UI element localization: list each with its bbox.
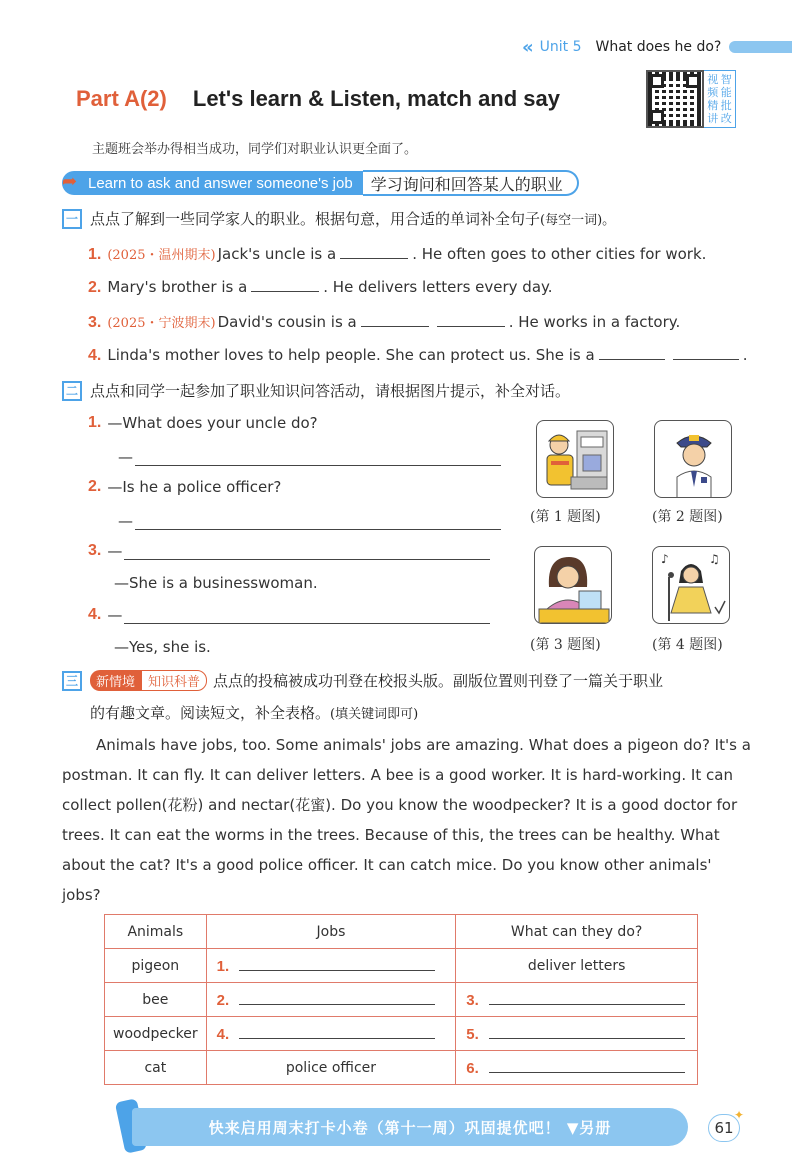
section1-note: (每空一词)。	[540, 213, 616, 228]
section1-heading	[62, 208, 615, 229]
reading-passage	[62, 730, 751, 910]
answer-blank[interactable]	[251, 278, 319, 292]
question-4: 4. Linda's mother loves to help people. She can protect us. She is a .	[88, 346, 748, 364]
passage-line: about the cat? It's a good police officer. It can catch mice. Do you know other animals'	[62, 856, 712, 874]
section2-heading	[62, 380, 570, 401]
answer-line[interactable]	[489, 1059, 685, 1073]
caption-4: (第 4 题图)	[652, 637, 723, 653]
part-title	[76, 86, 560, 112]
intro-text: 主题班会举办得相当成功，同学们对职业认识更全面了。	[92, 142, 418, 157]
answer-line[interactable]	[135, 450, 501, 466]
footer-banner	[132, 1108, 688, 1146]
qr-side-label: 视 智 频 能 精 批 讲 改	[704, 70, 736, 128]
dialog-3-answer: —She is a businesswoman.	[114, 574, 318, 592]
banner-english: Learn to ask and answer someone's job	[62, 171, 363, 195]
answer-line[interactable]	[239, 991, 435, 1005]
page-number: 61	[708, 1114, 740, 1142]
science-tag: 知识科普	[141, 670, 207, 691]
dialog-2-question: 2. —Is he a police officer?	[88, 478, 282, 496]
section3-heading	[62, 670, 663, 691]
table-row: bee 2. 3.	[105, 983, 698, 1017]
picture-singer	[652, 546, 730, 624]
passage-line: postman. It can fly. It can deliver letters. A bee is a good worker. It is hard-working. It can	[62, 766, 733, 784]
table-header: What can they do?	[456, 915, 698, 949]
passage-line: trees. It can eat the worms in the trees. Because of this, the trees can be healthy. What	[62, 826, 720, 844]
picture-worker	[536, 420, 614, 498]
header-stripe	[729, 41, 792, 53]
ability-cell: deliver letters	[456, 949, 698, 983]
banner-chinese: 学习询问和回答某人的职业	[363, 170, 579, 196]
jobs-table	[104, 914, 698, 1085]
part-label: Part A(2)	[76, 86, 167, 111]
arrow-icon: ➦	[62, 171, 78, 192]
passage-line: jobs?	[62, 886, 101, 904]
section3-instruction-2: 的有趣文章。阅读短文，补全表格。	[90, 704, 331, 722]
svg-text:♫: ♫	[709, 552, 720, 566]
answer-line[interactable]	[489, 991, 685, 1005]
job-cell: police officer	[206, 1051, 456, 1085]
animal-cell: pigeon	[105, 949, 207, 983]
answer-line[interactable]	[239, 1025, 435, 1039]
svg-text:♪: ♪	[661, 552, 669, 566]
table-row: cat police officer 6.	[105, 1051, 698, 1085]
unit-header	[522, 36, 792, 58]
caption-1: (第 1 题图)	[530, 509, 601, 525]
section2-instruction: 点点和同学一起参加了职业知识问答活动，请根据图片提示，补全对话。	[90, 382, 571, 400]
answer-blank[interactable]	[340, 245, 408, 259]
animal-cell: woodpecker	[105, 1017, 207, 1051]
table-header: Animals	[105, 915, 207, 949]
answer-line[interactable]	[239, 957, 435, 971]
table-row: woodpecker 4. 5.	[105, 1017, 698, 1051]
dialog-3-question: 3. —	[88, 542, 490, 560]
dialog-2-answer: —	[118, 512, 501, 530]
answer-blank[interactable]	[437, 313, 505, 327]
section3-instruction-1: 点点的投稿被成功刊登在校报头版。副版位置则刊登了一篇关于职业	[213, 672, 664, 690]
section-marker: 一	[62, 209, 82, 229]
section3-note: (填关键词即可)	[330, 707, 419, 722]
table-header: Jobs	[206, 915, 456, 949]
unit-title: What does he do?	[595, 39, 722, 55]
question-1: 1. (2025・温州期末) Jack's uncle is a . He often goes to other cities for work.	[88, 245, 707, 263]
qr-code-icon[interactable]	[646, 70, 704, 128]
question-3: 3. (2025・宁波期末) David's cousin is a . He works in a factory.	[88, 313, 681, 331]
answer-blank[interactable]	[599, 346, 665, 360]
answer-blank[interactable]	[361, 313, 429, 327]
dialog-1-answer: —	[118, 448, 501, 466]
answer-line[interactable]	[124, 608, 490, 624]
caption-3: (第 3 题图)	[530, 637, 601, 653]
section1-instruction: 点点了解到一些同学家人的职业。根据句意，用合适的单词补全句子	[90, 210, 541, 228]
caption-2: (第 2 题图)	[652, 509, 723, 525]
dialog-4-answer: —Yes, she is.	[114, 638, 211, 656]
section-marker: 三	[62, 671, 82, 691]
dialog-1-question: 1. —What does your uncle do?	[88, 414, 318, 432]
animal-cell: cat	[105, 1051, 207, 1085]
section3-heading-line2	[90, 702, 418, 723]
passage-line: collect pollen(花粉) and nectar(花蜜). Do you know the woodpecker? It is a good doctor for	[62, 796, 738, 814]
footer-text: 快来启用周末打卡小卷（第十一周）巩固提优吧！ ▼另册	[208, 1118, 612, 1137]
answer-line[interactable]	[135, 514, 501, 530]
section-marker: 二	[62, 381, 82, 401]
animal-cell: bee	[105, 983, 207, 1017]
picture-businesswoman	[534, 546, 612, 624]
table-row: pigeon 1. deliver letters	[105, 949, 698, 983]
passage-line: Animals have jobs, too. Some animals' jobs are amazing. What does a pigeon do? It's a	[96, 736, 751, 754]
double-chevron-icon: «	[522, 36, 534, 58]
dialog-4-question: 4. —	[88, 606, 490, 624]
topic-banner	[62, 170, 700, 196]
answer-blank[interactable]	[673, 346, 739, 360]
new-context-tag: 新情境	[90, 670, 141, 691]
star-icon: ✦	[734, 1108, 745, 1122]
question-2: 2. Mary's brother is a . He delivers letters every day.	[88, 278, 553, 296]
unit-name: Unit 5	[539, 39, 582, 55]
part-heading: Let's learn & Listen, match and say	[192, 86, 560, 111]
answer-line[interactable]	[489, 1025, 685, 1039]
picture-police-officer	[654, 420, 732, 498]
answer-line[interactable]	[124, 544, 490, 560]
table-header-row	[105, 915, 698, 949]
